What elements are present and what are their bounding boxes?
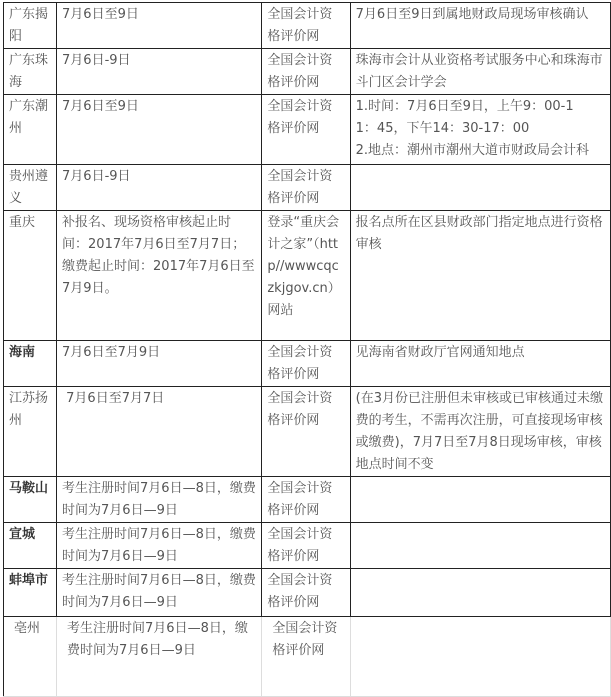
site-cell: 全国会计资格评价网	[262, 523, 350, 569]
table-row	[4, 211, 611, 341]
time-cell: 考生注册时间7月6日—8日，缴费时间为7月6日—9日	[57, 477, 262, 523]
region-cell: 海南	[4, 341, 57, 387]
place-cell	[350, 523, 610, 569]
time-cell: 7月6日至7月7日	[57, 387, 262, 477]
time-cell: 考生注册时间7月6日—8日，缴费时间为7月6日—9日	[57, 569, 262, 617]
place-cell	[350, 477, 610, 523]
time-cell: 补报名、现场资格审核起止时间：2017年7月6日至7月7日；缴费起止时间：2017年7月6日至7月9日。	[57, 211, 262, 341]
time-cell: 考生注册时间7月6日—8日，缴费时间为7月6日—9日	[57, 523, 262, 569]
table-row	[4, 387, 611, 477]
place-cell: 见海南省财政厅官网通知地点	[350, 341, 610, 387]
place-cell	[350, 617, 610, 697]
region-cell: 广东潮州	[4, 95, 57, 165]
place-line: 1.时间：7月6日至9日，上午9：00-1	[355, 99, 574, 114]
place-line: 1：45，下午14：30-17：00	[355, 121, 530, 136]
place-cell	[350, 569, 610, 617]
region-cell: 重庆	[4, 211, 57, 341]
time-cell: 7月6日-9日	[57, 165, 262, 211]
table-row	[4, 569, 611, 617]
table-row	[4, 165, 611, 211]
table-row	[4, 341, 611, 387]
region-cell: 宣城	[4, 523, 57, 569]
table-row	[4, 3, 611, 49]
place-cell: (在3月份已注册但未审核或已审核通过未缴费的考生，不需再次注册，可直接现场审核或缴费)，7月7日至7月8日现场审核，审核地点时间不变	[350, 387, 610, 477]
table-row	[4, 617, 611, 697]
site-cell: 全国会计资格评价网	[262, 477, 350, 523]
time-cell: 7月6日至9日	[57, 3, 262, 49]
region-cell: 亳州	[4, 617, 57, 697]
site-cell: 全国会计资格评价网	[262, 95, 350, 165]
time-cell: 考生注册时间7月6日—8日，缴费时间为7月6日—9日	[57, 617, 262, 697]
time-cell: 7月6日至9日	[57, 95, 262, 165]
site-cell: 全国会计资格评价网	[262, 617, 350, 697]
region-cell: 广东揭阳	[4, 3, 57, 49]
place-line: 2.地点：潮州市潮州大道市财政局会计科	[355, 143, 590, 158]
table-row	[4, 49, 611, 95]
region-cell: 广东珠海	[4, 49, 57, 95]
site-cell: 全国会计资格评价网	[262, 569, 350, 617]
region-cell: 蚌埠市	[4, 569, 57, 617]
site-cell: 全国会计资格评价网	[262, 165, 350, 211]
place-cell: 7月6日至9日到属地财政局现场审核确认	[350, 3, 610, 49]
site-cell: 全国会计资格评价网	[262, 387, 350, 477]
region-cell: 马鞍山	[4, 477, 57, 523]
table-row	[4, 477, 611, 523]
table-row	[4, 523, 611, 569]
site-cell: 全国会计资格评价网	[262, 341, 350, 387]
place-cell	[350, 165, 610, 211]
site-cell: 登录“重庆会计之家”（http//wwwcqczkjgov.cn）网站	[262, 211, 350, 341]
time-cell: 7月6日至7月9日	[57, 341, 262, 387]
region-cell: 江苏扬州	[4, 387, 57, 477]
table-row	[4, 95, 611, 165]
site-cell: 全国会计资格评价网	[262, 3, 350, 49]
region-cell: 贵州遵义	[4, 165, 57, 211]
place-cell: 珠海市会计从业资格考试服务中心和珠海市斗门区会计学会	[350, 49, 610, 95]
site-cell: 全国会计资格评价网	[262, 49, 350, 95]
place-cell: 报名点所在区县财政部门指定地点进行资格审核	[350, 211, 610, 341]
time-cell: 7月6日-9日	[57, 49, 262, 95]
registration-schedule-table	[3, 2, 611, 697]
place-cell	[350, 95, 610, 165]
